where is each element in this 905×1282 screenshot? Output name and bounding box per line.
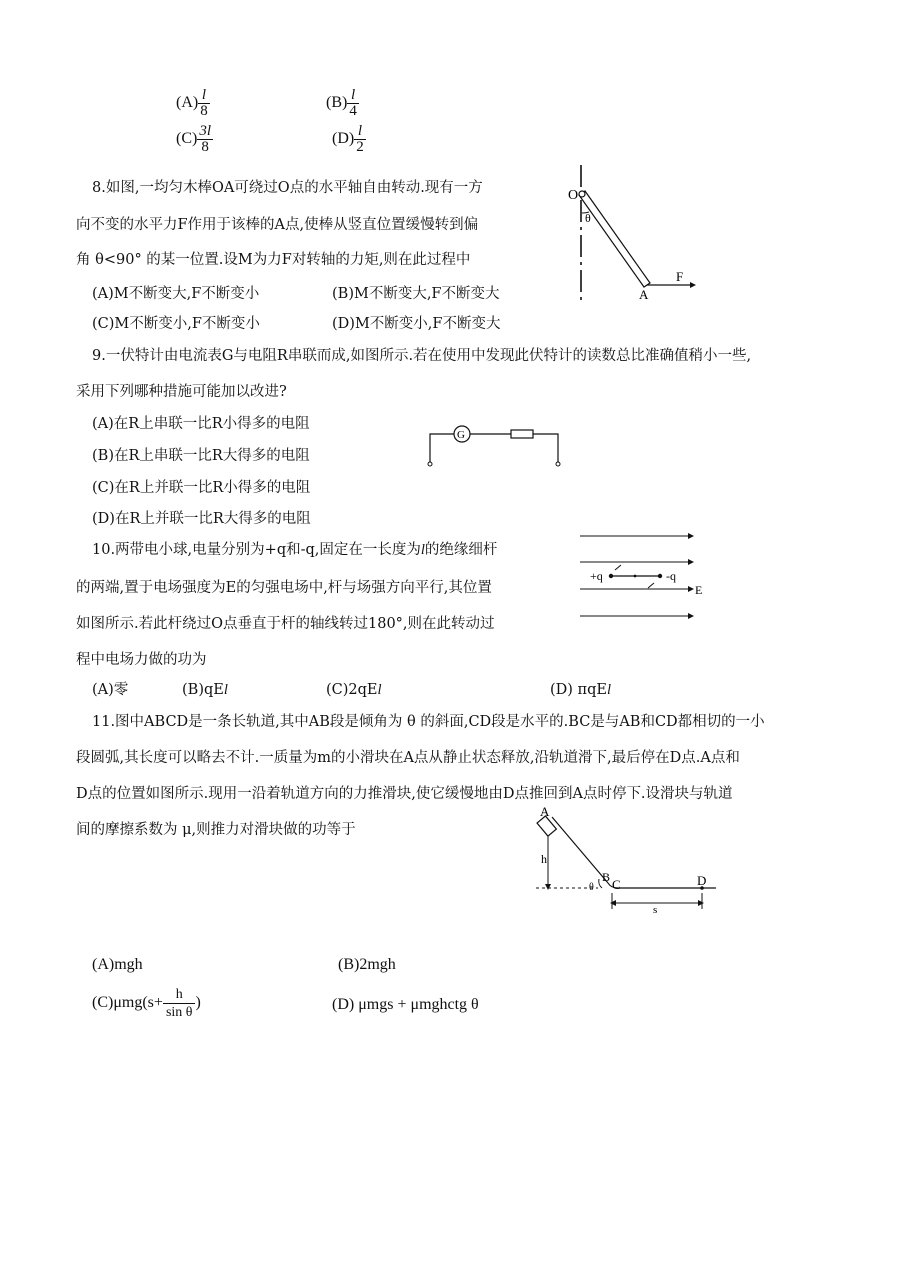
q11-option-c: (C)μmg(s+ $\frac{h}{\text{sin θ}}$ ) <box>92 987 201 1020</box>
q7-option-b: (B) $\frac{l}{4}$ <box>326 87 357 119</box>
q10-option-c: (C)2qEl <box>326 682 382 698</box>
q11-line-3: D点的位置如图所示.现用一沿着轨道方向的力推滑块,使它缓慢地由D点推回到A点时停下.设滑块与轨道 <box>76 786 733 802</box>
q7-option-a: (A) $\frac{l}{8}$ <box>176 87 208 119</box>
q9-label-g: G <box>457 429 465 441</box>
q8-label-a: A <box>639 287 649 302</box>
q7-option-d: (D) $\frac{l}{2}$ <box>332 123 364 155</box>
q11-line-1: 11.图中ABCD是一条长轨道,其中AB段是倾角为 θ 的斜面,CD段是水平的.BC是与AB和CD都相切的一小 <box>92 714 765 730</box>
q8-option-c: (C)M不断变小,F不断变小 <box>92 316 260 332</box>
q9-figure <box>425 422 565 470</box>
q9-option-b: (B)在R上串联一比R大得多的电阻 <box>92 448 310 464</box>
q8-option-b: (B)M不断变大,F不断变大 <box>332 286 500 302</box>
q9-option-a: (A)在R上串联一比R小得多的电阻 <box>92 416 310 432</box>
q9-resistor <box>511 430 533 438</box>
q10-label-plus-q: +q <box>590 569 603 583</box>
q11-option-b: (B)2mgh <box>338 956 396 973</box>
q8-line-1: 8.如图,一均匀木棒OA可绕过O点的水平轴自由转动.现有一方 <box>92 180 483 196</box>
q11-option-a: (A)mgh <box>92 956 143 973</box>
q10-line-1: 10.两带电小球,电量分别为+q和-q,固定在一长度为l的绝缘细杆 <box>92 542 498 558</box>
q10-figure <box>578 528 708 623</box>
q11-label-s: s <box>653 904 658 916</box>
q11-line-4: 间的摩擦系数为 μ,则推力对滑块做的功等于 <box>76 822 356 838</box>
q9-line-2: 采用下列哪种措施可能加以改进? <box>76 384 287 400</box>
q8-label-f: F <box>676 269 684 284</box>
q8-line-2: 向不变的水平力F作用于该棒的A点,使棒从竖直位置缓慢转到偏 <box>76 217 479 233</box>
q8-pivot <box>579 191 585 197</box>
q7-option-c: (C) $\frac{3l}{8}$ <box>176 123 211 155</box>
q11-label-b: B <box>602 870 611 884</box>
q9-option-c: (C)在R上并联一比R小得多的电阻 <box>92 480 311 496</box>
q10-label-e: E <box>695 583 703 597</box>
q10-option-b: (B)qEl <box>182 682 228 698</box>
q10-line-4: 程中电场力做的功为 <box>76 652 207 668</box>
q8-label-theta: θ <box>585 211 591 225</box>
q10-label-minus-q: -q <box>666 569 676 583</box>
q8-rod <box>579 191 650 287</box>
q11-label-theta: θ <box>589 882 594 893</box>
q8-label-o: O <box>568 188 579 203</box>
q10-line-2: 的两端,置于电场强度为E的匀强电场中,杆与场强方向平行,其位置 <box>76 580 492 596</box>
q8-option-d: (D)M不断变小,F不断变大 <box>332 316 501 332</box>
q11-label-h: h <box>541 852 547 866</box>
q10-line-3: 如图所示.若此杆绕过O点垂直于杆的轴线转过180°,则在此转动过 <box>76 616 495 632</box>
q10-option-a: (A)零 <box>92 682 129 698</box>
q9-line-1: 9.一伏特计由电流表G与电阻R串联而成,如图所示.若在使用中发现此伏特计的读数总比准确值稍小一些, <box>92 348 752 364</box>
q9-option-d: (D)在R上并联一比R大得多的电阻 <box>92 511 311 527</box>
q11-label-c: C <box>612 877 621 892</box>
q11-label-d: D <box>697 873 707 888</box>
q8-figure <box>565 165 700 310</box>
q11-label-a: A <box>540 804 550 819</box>
q11-incline <box>552 817 611 884</box>
q8-line-3: 角 θ<90° 的某一位置.设M为力F对转轴的力矩,则在此过程中 <box>76 252 471 268</box>
q11-option-d: (D) μmgs + μmghctg θ <box>332 996 479 1013</box>
q10-option-d: (D) πqEl <box>550 682 611 698</box>
q11-line-2: 段圆弧,其长度可以略去不计.一质量为m的小滑块在A点从静止状态释放,沿轨道滑下,最后停在D点.A点和 <box>76 750 740 766</box>
q11-figure <box>536 805 721 915</box>
q8-option-a: (A)M不断变大,F不断变小 <box>92 286 260 302</box>
